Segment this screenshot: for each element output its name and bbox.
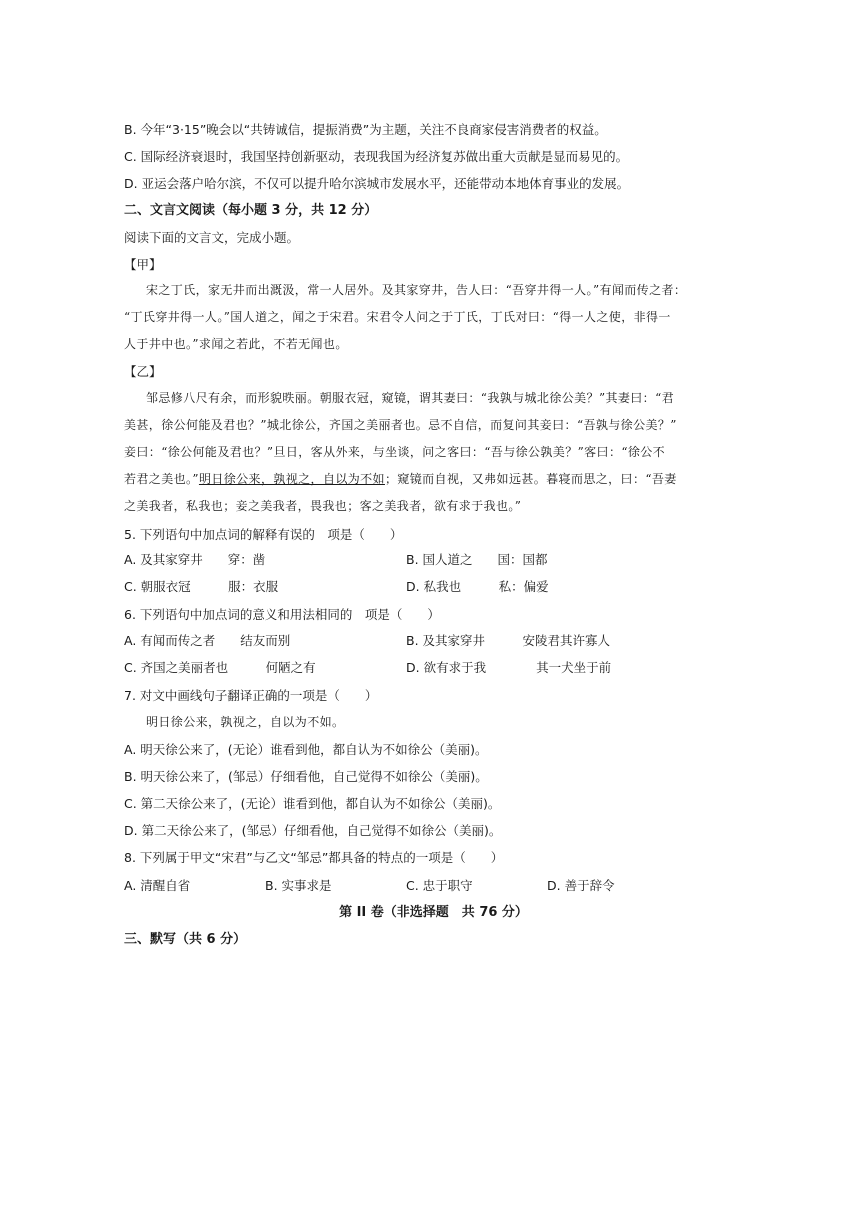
q6-option-a: A. 有闻而传之者 结友而别 <box>124 633 291 648</box>
q6-option-c: C. 齐国之美丽者也 何陋之有 <box>124 660 316 675</box>
passage-yi-line: 邹忌修八尺有余，而形貌昳丽。朝服衣冠，窥镜，谓其妻曰：“我孰与城北徐公美？”其妻曰：“君 <box>146 391 675 405</box>
underlined-sentence: 明日徐公来，孰视之，自以为不如 <box>198 472 385 486</box>
q8-option-c: C. 忠于职守 <box>406 878 473 893</box>
q8-option-d: D. 善于辞令 <box>547 878 615 893</box>
section3-heading: 三、默写（共 6 分） <box>124 932 247 947</box>
section2-instruction: 阅读下面的文言文，完成小题。 <box>124 230 300 245</box>
passage-yi-label: 【乙】 <box>124 364 162 379</box>
passage-jia-line: 宋之丁氏，家无井而出溉汲，常一人居外。及其家穿井，告人曰：“吾穿井得一人。”有闻而传之者： <box>146 283 687 297</box>
q5-option-b: B. 国人道之 国：国都 <box>406 552 548 567</box>
q8-stem: 8. 下列属于甲文“宋君”与乙文“邹忌”都具备的特点的一项是（ ） <box>124 850 504 865</box>
option-b-text: B. 今年“3·15”晚会以“共铸诚信，提振消费”为主题，关注不良商家侵害消费者的权益。 <box>124 122 607 137</box>
section2-heading: 二、文言文阅读（每小题 3 分，共 12 分） <box>124 203 378 218</box>
option-c-text: C. 国际经济衰退时，我国坚持创新驱动，表现我国为经济复苏做出重大贡献是显而易见的。 <box>124 149 629 164</box>
passage-jia-line: 人于井中也。”求闻之若此，不若无闻也。 <box>124 337 348 351</box>
q7-stem: 7. 对文中画线句子翻译正确的一项是（ ） <box>124 688 378 703</box>
q7-option-d: D. 第二天徐公来了，(邹忌）仔细看他，自己觉得不如徐公（美丽)。 <box>124 823 502 838</box>
passage-yi-line: 美甚，徐公何能及君也？”城北徐公，齐国之美丽者也。忌不自信，而复问其妾曰：“吾孰与徐公美？” <box>124 418 677 432</box>
q7-quote: 明日徐公来，孰视之，自以为不如。 <box>146 715 345 729</box>
passage-yi-text: 若君之美也。” <box>124 472 199 486</box>
passage-yi-line <box>124 471 677 487</box>
passage-yi-line: 之美我者，私我也；妾之美我者，畏我也；客之美我者，欲有求于我也。” <box>124 499 522 513</box>
q5-option-c: C. 朝服衣冠 服：衣服 <box>124 579 279 594</box>
q7-option-b: B. 明天徐公来了，(邹忌）仔细看他，自己觉得不如徐公（美丽)。 <box>124 769 488 784</box>
q5-option-a: A. 及其家穿井 穿：凿 <box>124 552 266 567</box>
q6-stem: 6. 下列语句中加点词的意义和用法相同的 项是（ ） <box>124 607 440 622</box>
passage-jia-label: 【甲】 <box>124 257 162 272</box>
q7-option-c: C. 第二天徐公来了，(无论）谁看到他，都自认为不如徐公（美丽)。 <box>124 796 501 811</box>
q5-stem: 5. 下列语句中加点词的解释有误的 项是（ ） <box>124 527 403 542</box>
q6-option-b: B. 及其家穿井 安陵君其许寡人 <box>406 633 611 648</box>
q5-option-d: D. 私我也 私：偏爱 <box>406 579 549 594</box>
q7-option-a: A. 明天徐公来了，(无论）谁看到他，都自认为不如徐公（美丽)。 <box>124 742 488 757</box>
passage-yi-line: 妾曰：“徐公何能及君也？”旦日，客从外来，与坐谈，问之客曰：“吾与徐公孰美？”客曰：“徐公不 <box>124 445 666 459</box>
part2-title: 第 II 卷（非选择题 共 76 分） <box>339 905 528 920</box>
q8-option-b: B. 实事求是 <box>265 878 332 893</box>
q6-option-d: D. 欲有求于我 其一犬坐于前 <box>406 660 612 675</box>
passage-yi-text: ；窥镜而自视，又弗如远甚。暮寝而思之，曰：“吾妻 <box>384 472 677 486</box>
passage-jia-line: “丁氏穿井得一人。”国人道之，闻之于宋君。宋君令人问之于丁氏，丁氏对曰：“得一人之使，非得一 <box>124 310 671 324</box>
q8-option-a: A. 清醒自省 <box>124 878 191 893</box>
option-d-text: D. 亚运会落户哈尔滨，不仅可以提升哈尔滨城市发展水平，还能带动本地体育事业的发展。 <box>124 176 630 191</box>
